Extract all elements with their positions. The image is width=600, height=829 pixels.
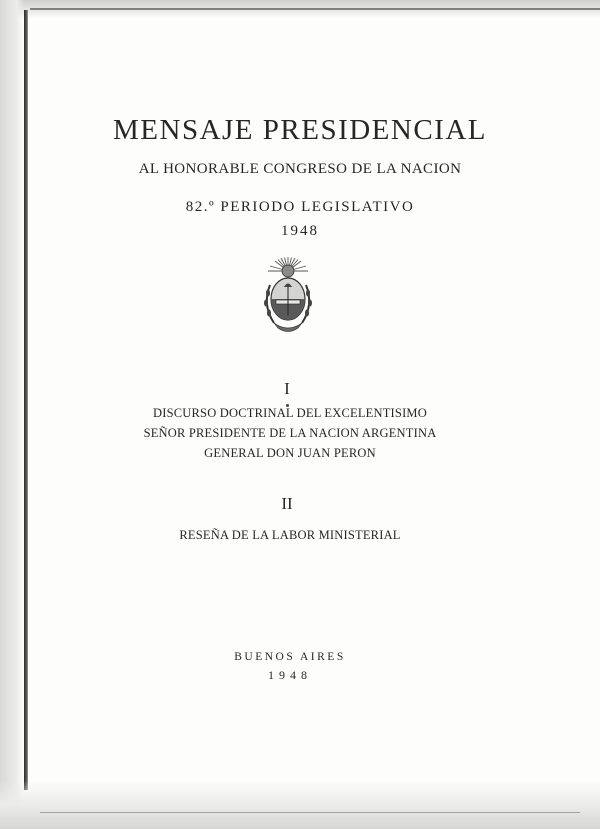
document-subtitle: AL HONORABLE CONGRESO DE LA NACION — [138, 161, 462, 177]
publication-place: BUENOS AIRES — [234, 651, 346, 663]
scan-top-line — [30, 8, 600, 10]
section-numeral-1: I — [284, 379, 290, 398]
document-year: 1948 — [281, 223, 319, 239]
section-numeral-2: II — [281, 494, 293, 513]
section-2-line-1: RESEÑA DE LA LABOR MINISTERIAL — [179, 528, 401, 542]
argentine-coat-of-arms-icon — [260, 255, 316, 337]
scan-left-edge — [0, 0, 24, 829]
binding-shadow — [24, 10, 28, 790]
scan-bottom-line — [40, 812, 580, 813]
document-title: MENSAJE PRESIDENCIAL — [113, 114, 487, 146]
publication-year: 1948 — [268, 668, 312, 682]
scan-bottom-edge — [0, 780, 600, 829]
section-1-line-2: SEÑOR PRESIDENTE DE LA NACION ARGENTINA — [143, 426, 437, 440]
legislative-period: 82.º PERIODO LEGISLATIVO — [185, 199, 415, 215]
section-1-line-1: DISCURSO DOCTRINAL DEL EXCELENTISIMO — [153, 406, 427, 420]
section-1-line-3: GENERAL DON JUAN PERON — [204, 446, 376, 460]
